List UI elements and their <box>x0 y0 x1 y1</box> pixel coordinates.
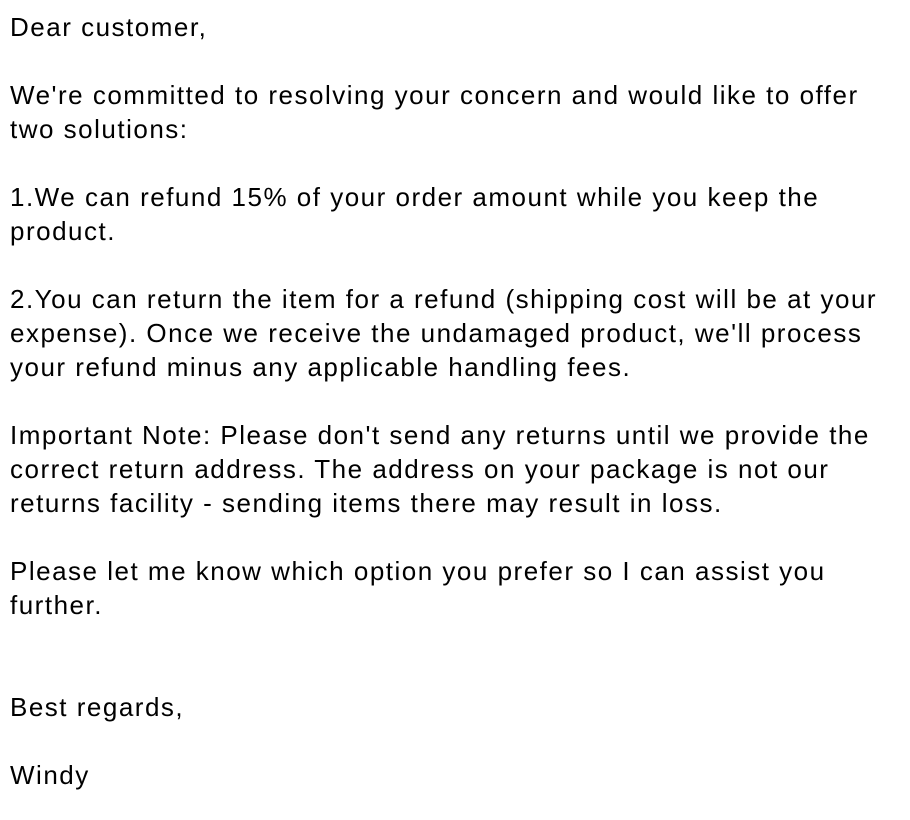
email-paragraphs <box>10 78 897 656</box>
email-paragraph: We're committed to resolving your concern and would like to offer two solutions: <box>10 80 859 144</box>
email-closing: Best regards, <box>10 692 185 722</box>
email-signature: Windy <box>10 760 90 790</box>
email-paragraph: 2.You can return the item for a refund (shipping cost will be at your expense). Once we receive the undamaged product, we'll process your refund minus any applicable handling fees. <box>10 284 878 382</box>
email-paragraph: 1.We can refund 15% of your order amount while you keep the product. <box>10 182 820 246</box>
email-greeting: Dear customer, <box>10 12 208 42</box>
email-paragraph: Important Note: Please don't send any returns until we provide the correct return address. The address on your package is not our returns facility - sending items there may result in loss. <box>10 420 870 518</box>
email-paragraph: Please let me know which option you prefer so I can assist you further. <box>10 556 826 620</box>
